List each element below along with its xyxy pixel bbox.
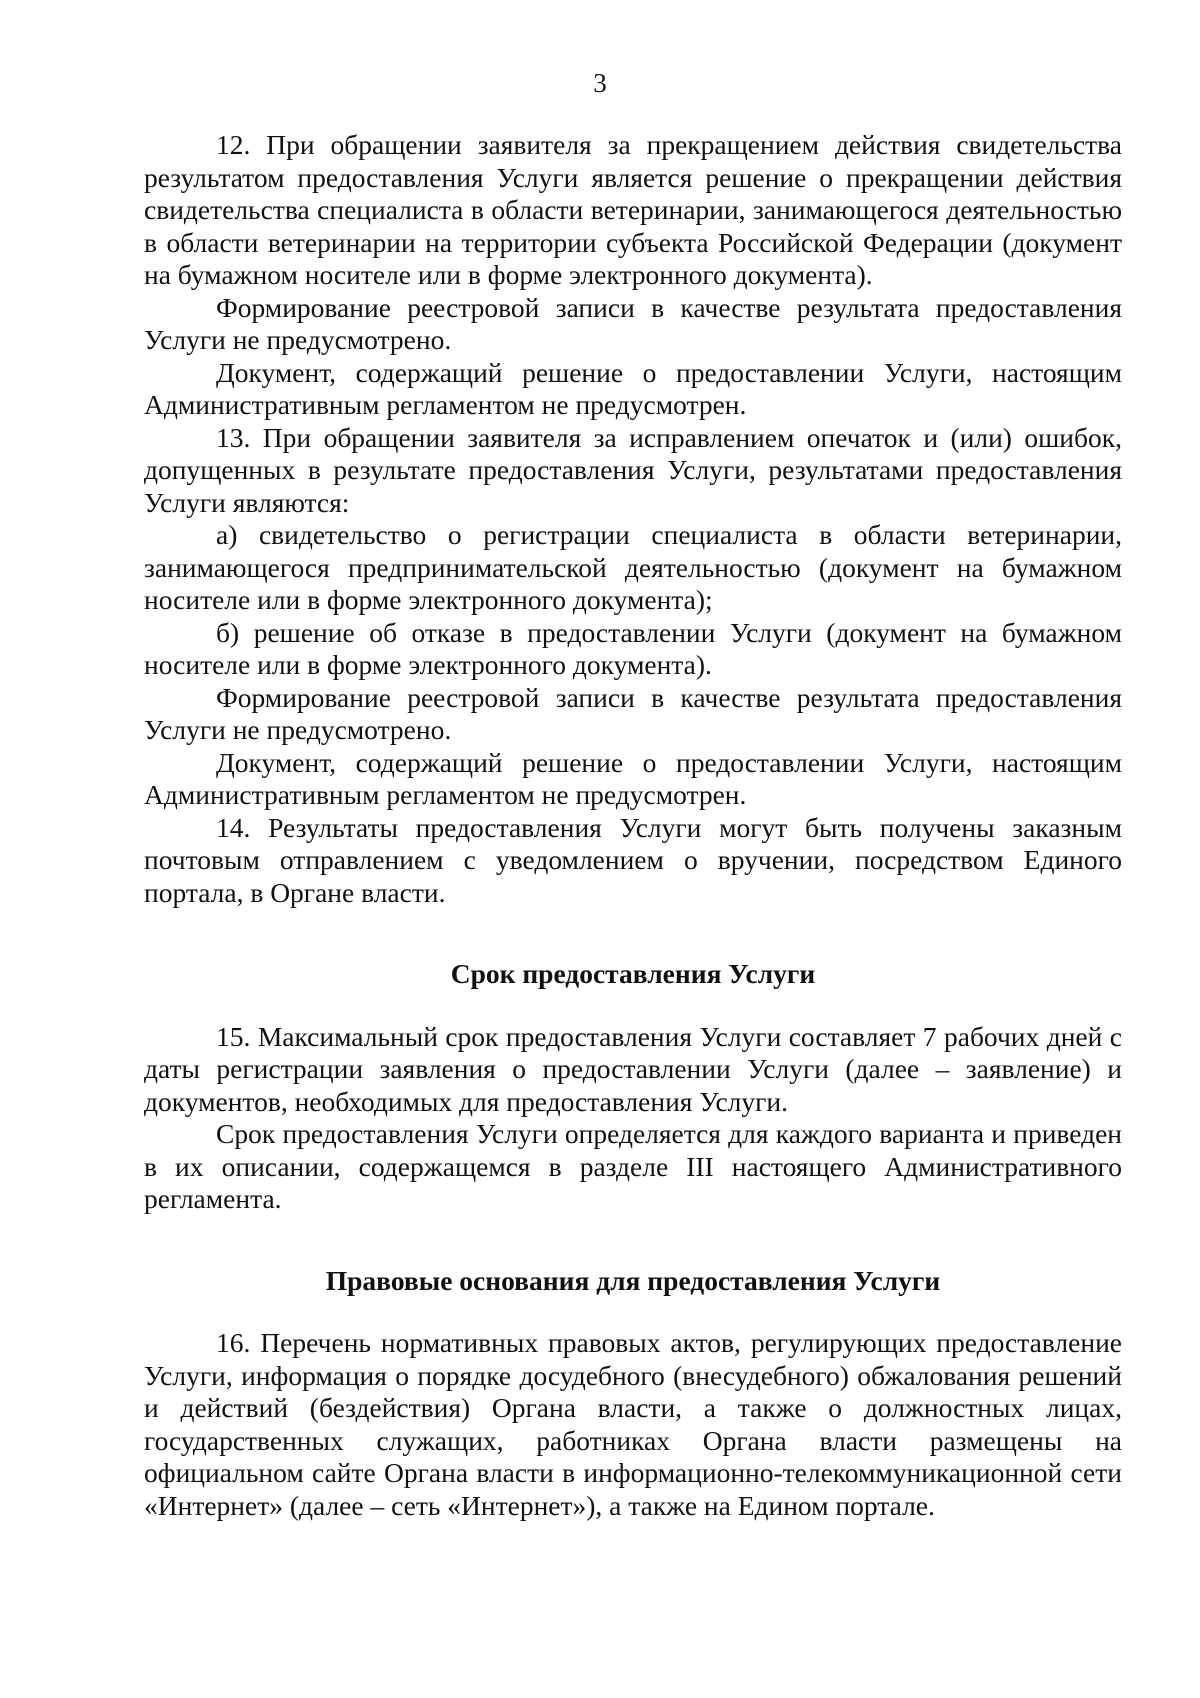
paragraph-12: 12. При обращении заявителя за прекращением действия свидетельства результатом предоставления Услуги является решение о прекращении действия свидетельства специалиста в области ветеринарии, занимающегося деятельностью в области ветеринарии на территории субъекта Российской Федерации (документ на бумажном носителе или в форме электронного документа).: [144, 129, 1122, 290]
paragraph-13-item-b: б) решение об отказе в предоставлении Услуги (документ на бумажном носителе или в форме электронного документа).: [144, 616, 1122, 680]
paragraph-15: 15. Максимальный срок предоставления Услуги составляет 7 рабочих дней с даты регистрации заявления о предоставлении Услуги (далее – заявление) и документов, необходимых для предоставления Услуги.: [144, 1020, 1122, 1117]
paragraph-14: 14. Результаты предоставления Услуги могут быть получены заказным почтовым отправлением с уведомлением о вручении, посредством Единого портала, в Органе власти.: [144, 811, 1122, 908]
paragraph-12-registry-note: Формирование реестровой записи в качестве результата предоставления Услуги не предусмотрено.: [144, 291, 1122, 355]
page-number: 3: [593, 68, 607, 98]
paragraph-12-decision-note: Документ, содержащий решение о предоставлении Услуги, настоящим Административным регламентом не предусмотрен.: [144, 356, 1122, 420]
section-heading-term: Срок предоставления Услуги: [450, 958, 816, 989]
section-heading-legal-basis: Правовые основания для предоставления Услуги: [325, 1264, 941, 1296]
paragraph-13: 13. При обращении заявителя за исправлением опечаток и (или) ошибок, допущенных в результате предоставления Услуги, результатами предоставления Услуги являются:: [144, 421, 1122, 518]
document-body: [144, 129, 1122, 1522]
paragraph-16: 16. Перечень нормативных правовых актов, регулирующих предоставление Услуги, информация о порядке досудебного (внесудебного) обжалования решений и действий (бездействия) Органа власти, а также о должностных лицах, государственных служащих, работниках Органа власти размещены на официальном сайте Органа власти в информационно-телекоммуникационной сети «Интернет» (далее – сеть «Интернет»), а также на Едином портале.: [144, 1327, 1122, 1521]
paragraph-13-registry-note: Формирование реестровой записи в качестве результата предоставления Услуги не предусмотрено.: [144, 681, 1122, 745]
paragraph-13-item-a: а) свидетельство о регистрации специалиста в области ветеринарии, занимающегося предпринимательской деятельностью (документ на бумажном носителе или в форме электронного документа);: [144, 519, 1122, 615]
paragraph-15-term-note: Срок предоставления Услуги определяется для каждого варианта и приведен в их описании, содержащемся в разделе III настоящего Административного регламента.: [144, 1118, 1122, 1214]
paragraph-13-decision-note: Документ, содержащий решение о предоставлении Услуги, настоящим Административным регламентом не предусмотрен.: [144, 746, 1122, 810]
